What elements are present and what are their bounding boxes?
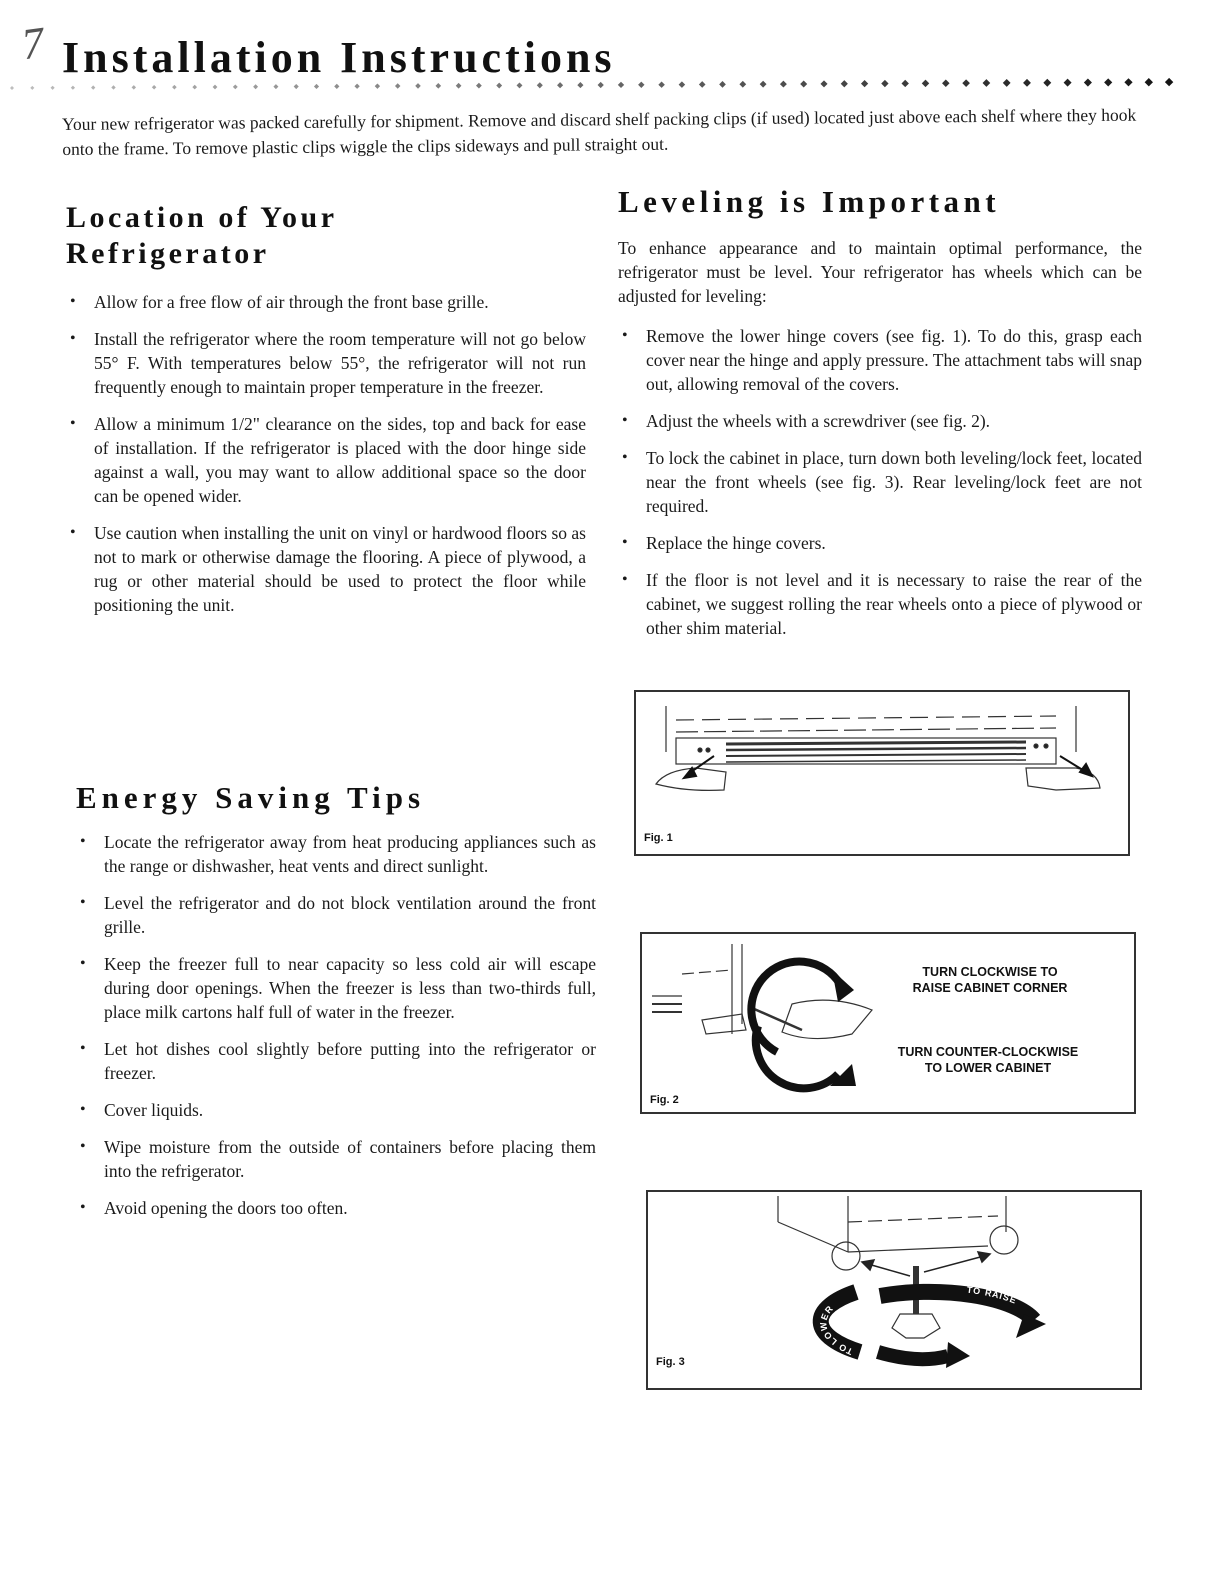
- diamond-ornament: [415, 83, 421, 89]
- list-item: • Install the refrigerator where the room temperature will not go below 55° F. With temperatures below 55°, the refrigerator will not run frequently enough to maintain proper temperature in the freezer.: [66, 327, 586, 399]
- diamond-ornament: [375, 83, 380, 88]
- diamond-ornament: [1084, 78, 1092, 86]
- leveling-intro: To enhance appearance and to maintain optimal performance, the refrigerator must be level. Your refrigerator has wheels which can be adjusted for leveling:: [618, 238, 1142, 306]
- list-item: • Level the refrigerator and do not block ventilation around the front grille.: [76, 891, 596, 939]
- figure-2-counter-clockwise-caption: [868, 1044, 1108, 1076]
- diamond-ornament: [780, 81, 787, 88]
- page-title: Installation Instructions: [62, 33, 616, 82]
- diamond-ornament: [861, 80, 868, 87]
- diamond-ornament: [800, 80, 807, 87]
- list-item: • Allow for a free flow of air through the front base grille.: [66, 290, 586, 314]
- screwdriver-wheel-adjust-illustration: [642, 934, 1134, 1112]
- diamond-ornament: [253, 84, 258, 89]
- list-item: • Remove the lower hinge covers (see fig. 1). To do this, grasp each cover near the hinge and apply pressure. The attachment tabs will snap out, allowing removal of the covers.: [618, 324, 1142, 396]
- hinge-cover-illustration: [636, 692, 1128, 854]
- diamond-ornament: [51, 86, 55, 90]
- diamond-ornament: [213, 85, 218, 90]
- diamond-ornament: [679, 81, 686, 88]
- diamond-ornament: [962, 79, 970, 87]
- diamond-ornament: [618, 82, 624, 88]
- figure-2-clockwise-caption: [880, 964, 1100, 996]
- list-item: • Locate the refrigerator away from heat producing appliances such as the range or dishwasher, heat vents and direct sunlight.: [76, 830, 596, 878]
- diamond-ornament: [30, 86, 34, 90]
- figure-3-raise-text: TO RAISE: [966, 1284, 1019, 1306]
- diamond-ornament: [192, 85, 197, 90]
- diamond-ornament: [233, 84, 238, 89]
- diamond-ornament: [1104, 78, 1112, 86]
- diamond-ornament: [881, 80, 888, 87]
- diamond-ornament: [517, 82, 523, 88]
- intro-paragraph: Your new refrigerator was packed carefully for shipment. Remove and discard shelf packing clips (if used) located just above each shelf where they hook onto the frame. To remove plastic clips wiggle the clips sideways and pull straight out.: [62, 104, 1137, 159]
- diamond-ornament: [760, 81, 767, 88]
- diamond-ornament: [1003, 79, 1011, 87]
- diamond-ornament: [152, 85, 157, 90]
- diamond-ornament: [435, 83, 441, 89]
- figure-2-clockwise-line2: RAISE CABINET CORNER: [912, 981, 1068, 995]
- diamond-ornament: [942, 79, 950, 87]
- list-item: • Allow a minimum 1/2" clearance on the sides, top and back for ease of installation. If the refrigerator is placed with the door hinge side against a wall, you may want to allow additional space so the door can be opened wider.: [66, 412, 586, 508]
- diamond-ornament: [902, 80, 909, 87]
- diamond-ornament: [294, 84, 299, 89]
- diamond-ornament: [1145, 78, 1153, 86]
- list-item: • Replace the hinge covers.: [618, 531, 1142, 555]
- list-item: • Keep the freezer full to near capacity so less cold air will escape during door openings. When the freezer is less than two-thirds full, place milk cartons half full of water in the freezer.: [76, 952, 596, 1024]
- list-item: • Let hot dishes cool slightly before putting into the refrigerator or freezer.: [76, 1037, 596, 1085]
- diamond-ornament: [820, 80, 827, 87]
- diamond-ornament: [476, 83, 482, 89]
- diamond-ornament: [922, 80, 929, 87]
- diamond-ornament: [71, 86, 75, 90]
- diamond-ornament: [699, 81, 706, 88]
- diamond-ornament: [334, 84, 339, 89]
- leveling-bullet-list: [618, 324, 1142, 640]
- figure-1-label: Fig. 1: [644, 832, 673, 844]
- diamond-ornament: [91, 85, 95, 89]
- diamond-ornament: [1043, 79, 1051, 87]
- diamond-ornament: [314, 84, 319, 89]
- diamond-ornament: [1023, 79, 1031, 87]
- figure-2: [640, 932, 1136, 1114]
- diamond-ornament: [273, 84, 278, 89]
- list-item: • Cover liquids.: [76, 1098, 596, 1122]
- energy-section: [76, 780, 596, 1233]
- diamond-ornament: [172, 85, 177, 90]
- diamond-ornament: [739, 81, 746, 88]
- figure-3-lower-text: TO LOWER: [818, 1303, 855, 1357]
- diamond-ornament: [841, 80, 848, 87]
- energy-bullet-list: [76, 830, 596, 1220]
- diamond-ornament: [496, 83, 502, 89]
- list-item: • To lock the cabinet in place, turn down both leveling/lock feet, located near the front wheels (see fig. 3). Rear leveling/lock feet are not required.: [618, 446, 1142, 518]
- figure-2-counter-clockwise-line1: TURN COUNTER-CLOCKWISE: [897, 1045, 1079, 1059]
- diamond-ornament: [111, 85, 115, 89]
- location-heading-line1: Location of Your: [66, 201, 338, 234]
- diamond-ornament: [983, 79, 991, 87]
- list-item: • Adjust the wheels with a screwdriver (see fig. 2).: [618, 409, 1142, 433]
- location-section: [66, 200, 586, 630]
- location-bullet-list: [66, 290, 586, 617]
- diamond-ornament: [456, 83, 462, 89]
- diamond-ornament: [1165, 78, 1173, 86]
- figure-3: [646, 1190, 1142, 1390]
- location-heading: [66, 200, 586, 272]
- list-item: • Avoid opening the doors too often.: [76, 1196, 596, 1220]
- diamond-ornament: [1064, 79, 1072, 87]
- diamond-ornament: [395, 83, 400, 88]
- page-number: 7: [18, 17, 48, 70]
- diamond-ornament: [638, 82, 644, 88]
- energy-heading: Energy Saving Tips: [76, 780, 426, 815]
- leveling-section: [618, 184, 1142, 653]
- diamond-ornament: [1124, 78, 1132, 86]
- figure-2-counter-clockwise-line2: TO LOWER CABINET: [924, 1061, 1052, 1075]
- diamond-ornament: [557, 82, 563, 88]
- diamond-ornament: [598, 82, 604, 88]
- diamond-ornament: [354, 84, 359, 89]
- list-item: • If the floor is not level and it is necessary to raise the rear of the cabinet, we suggest rolling the rear wheels onto a piece of plywood or other shim material.: [618, 568, 1142, 640]
- list-item: • Wipe moisture from the outside of containers before placing them into the refrigerator.: [76, 1135, 596, 1183]
- diamond-ornament: [658, 81, 664, 87]
- diamond-ornament: [719, 81, 726, 88]
- diamond-ornament: [577, 82, 583, 88]
- decorative-diamond-rule: [8, 76, 1198, 100]
- figure-2-label: Fig. 2: [650, 1094, 679, 1106]
- diamond-ornament: [537, 82, 543, 88]
- diamond-ornament: [10, 86, 14, 90]
- diamond-ornament: [132, 85, 136, 89]
- leveling-foot-illustration: [648, 1192, 1140, 1388]
- figure-3-label: Fig. 3: [656, 1356, 685, 1368]
- figure-1: [634, 690, 1130, 856]
- list-item: • Use caution when installing the unit on vinyl or hardwood floors so as not to mark or otherwise damage the flooring. A piece of plywood, a rug or other material should be used to protect the floor while positioning the unit.: [66, 521, 586, 617]
- location-heading-line2: Refrigerator: [66, 237, 270, 270]
- figure-2-clockwise-line1: TURN CLOCKWISE TO: [922, 965, 1058, 979]
- leveling-heading: Leveling is Important: [618, 184, 1001, 219]
